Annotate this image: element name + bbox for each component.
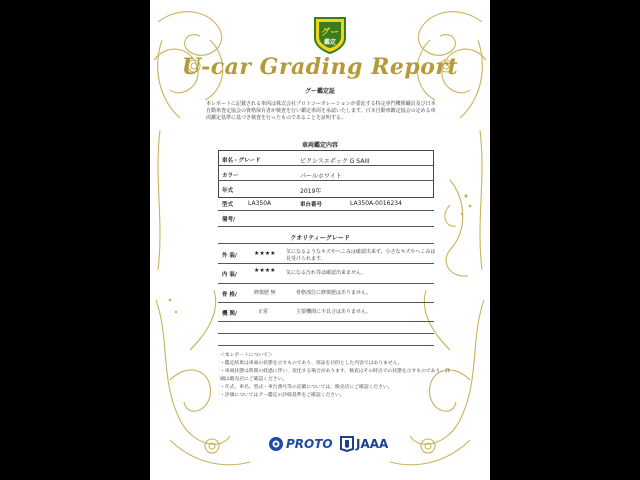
jaaa-logo-text: JAAA [356, 437, 389, 451]
divider [218, 180, 434, 181]
vehicle-year-value: 2019年 [300, 188, 322, 195]
chassis-label: 車台番号 [300, 202, 323, 208]
vehicle-name-label: 車名・グレード [222, 158, 261, 164]
report-notes [220, 352, 450, 400]
certificate-subtitle: グー鑑定証 [304, 88, 335, 95]
engine-comment: 主要機関に不具合はありません。 [296, 309, 372, 315]
frame-comment: 骨格部位に修復歴はありません。 [296, 290, 372, 296]
note-item: ・鑑定結果は車両の状態を示すものであり、保証を目的とした内容ではありません。 [220, 361, 403, 366]
interior-rating: ★★★★ [254, 267, 276, 274]
exterior-label: 外 装/ [222, 253, 237, 259]
divider [218, 283, 434, 284]
engine-label: 機 関/ [222, 311, 237, 317]
intro-paragraph: 本レポートに記載される車両は株式会社プロトコーポレーションが委託する特定専門機関職員及び日本自動車査定協会の資格保有者が検査を行い鑑定車両を承認いたします。日本自動車鑑定協会の定める車両鑑定基準に基づき検査を行ったものであることを証明する。 [206, 101, 436, 121]
goo-kantei-badge-icon [312, 16, 348, 54]
vehicle-color-value: パールホワイト [300, 173, 342, 180]
badge-bottom-text: 鑑定 [323, 39, 337, 46]
vehicle-name-value: ピクシスエポック G SAIII [300, 158, 370, 165]
jaaa-logo-icon [340, 436, 354, 452]
vehicle-year-label: 年式 [222, 188, 234, 194]
note-item: ・評価についてはグー鑑定の評価基準をご確認ください。 [220, 393, 345, 398]
certificate-sheet [150, 0, 490, 480]
vehicle-color-label: カラー [222, 173, 239, 179]
exterior-rating: ★★★★ [254, 250, 276, 257]
divider [218, 263, 434, 264]
divider [218, 210, 434, 211]
note-item: ・年式、車名、型式・車台番号等の記載については、販売店にご確認ください。 [220, 385, 393, 390]
model-label: 型式 [222, 202, 234, 208]
engine-rating: 正常 [258, 309, 269, 315]
divider [218, 321, 434, 322]
notes-heading: ＜本レポートについて＞ [220, 353, 273, 358]
divider [218, 333, 434, 334]
vehicle-section-heading: 車両鑑定内容 [301, 142, 338, 149]
note-item: ・車両状態は時間の経過に伴い、変化する場合があります。検査はその時点での状態を示すものであり、詳細は販売店にご確認ください。 [220, 369, 450, 382]
ornament-top-left [158, 12, 222, 56]
divider [218, 345, 434, 346]
ornament-top-right [418, 12, 482, 56]
divider [218, 165, 434, 166]
footer-logos [150, 432, 490, 456]
divider [218, 226, 434, 227]
frame-rating: 修復歴 無 [254, 290, 276, 296]
divider [218, 302, 434, 303]
exterior-comment: 気になるようなキズやへこみは確認出来ず、小さなキズやへこみは見受けられます。 [286, 249, 436, 262]
interior-label: 内 装/ [222, 272, 237, 278]
frame-label: 骨 格/ [222, 292, 237, 298]
chassis-value: LA350A-0016234 [350, 200, 402, 207]
interior-comment: 気になる汚れ等は確認出来ません。 [286, 270, 367, 276]
proto-logo-icon [268, 436, 284, 452]
quality-section-heading: クオリティーグレード [290, 235, 350, 242]
divider [218, 243, 434, 244]
model-value: LA350A [248, 200, 272, 207]
badge-top-text: グー [320, 28, 340, 38]
remarks-label: 備考/ [222, 217, 236, 223]
report-title: U-car Grading Report [181, 54, 459, 80]
proto-logo-text: PROTO [286, 437, 333, 451]
